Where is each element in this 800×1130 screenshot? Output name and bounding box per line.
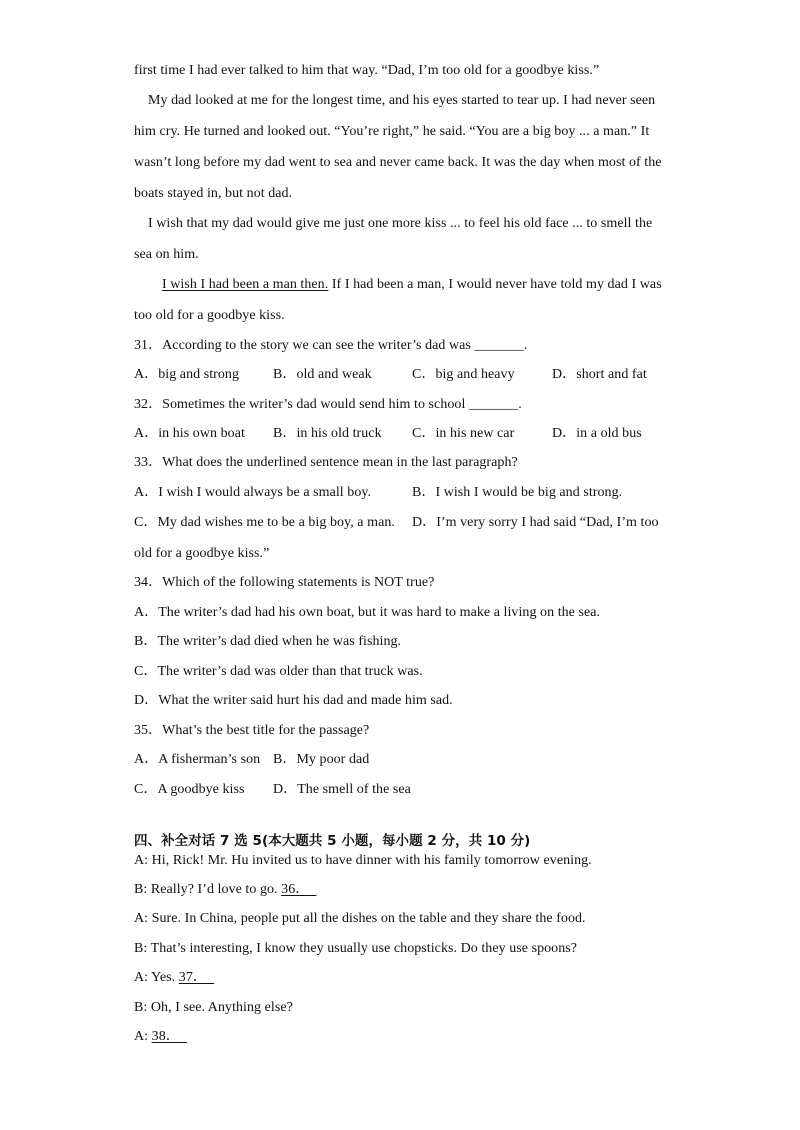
dialogue-line [134,881,316,899]
option-c: C．My dad wishes me to be a big boy, a man. [134,515,395,530]
passage-line: sea on him. [134,247,199,262]
option-b: B．I wish I would be big and strong. [412,485,623,500]
option-b: B．My poor dad [273,752,370,767]
dialogue-line [134,1028,187,1046]
answer-blank: 36． [281,882,310,897]
dialogue-text: A: Yes. [134,970,179,985]
section-heading: 四、补全对话 7 选 5(本大题共 5 小题，每小题 2 分，共 10 分) [134,833,531,849]
answer-blank: 37． [178,970,207,985]
option-a: A．The writer’s dad had his own boat, but it was hard to make a living on the sea. [134,605,601,620]
passage-line: first time I had ever talked to him that way. “Dad, I’m too old for a goodbye kiss.” [134,63,600,78]
question-stem: 32．Sometimes the writer’s dad would send him to school _______. [134,397,522,412]
dialogue-line: B: That’s interesting, I know they usually use chopsticks. Do they use spoons? [134,941,578,956]
passage-line: too old for a goodbye kiss. [134,308,285,323]
option-d: D．in a old bus [552,426,642,441]
option-a: A．in his own boat [134,426,245,441]
dialogue-line: A: Hi, Rick! Mr. Hu invited us to have dinner with his family tomorrow evening. [134,853,592,868]
question-stem: 34．Which of the following statements is NOT true? [134,575,435,590]
option-c: C．A goodbye kiss [134,782,245,797]
passage-line: I wish that my dad would give me just one more kiss ... to feel his old face ... to smell the [148,216,653,231]
question-stem: 31．According to the story we can see the writer’s dad was _______. [134,338,528,353]
passage-text: If I had been a man, I would never have told my dad I was [328,277,662,292]
dialogue-line: B: Oh, I see. Anything else? [134,1000,293,1015]
option-b: B．The writer’s dad died when he was fishing. [134,634,402,649]
option-d-continued: old for a goodbye kiss.” [134,546,270,561]
option-a: A．I wish I would always be a small boy. [134,485,372,500]
option-c: C．big and heavy [412,367,515,382]
passage-line [162,276,662,294]
question-stem: 33．What does the underlined sentence mean in the last paragraph? [134,455,518,470]
dialogue-text: A: [134,1029,152,1044]
option-d: D．I’m very sorry I had said “Dad, I’m too [412,515,659,530]
dialogue-line [134,969,214,987]
answer-blank: 38． [151,1029,180,1044]
option-d: D．The smell of the sea [273,782,411,797]
passage-line: him cry. He turned and looked out. “You’re right,” he said. “You are a big boy ... a man.” It [134,124,650,139]
passage-line: wasn’t long before my dad went to sea and never came back. It was the day when most of the [134,155,662,170]
option-b: B．in his old truck [273,426,382,441]
dialogue-line: A: Sure. In China, people put all the dishes on the table and they share the food. [134,911,586,926]
option-d: D．What the writer said hurt his dad and made him sad. [134,693,453,708]
option-a: A．big and strong [134,367,240,382]
underlined-sentence: I wish I had been a man then. [162,277,329,292]
passage-line: My dad looked at me for the longest time, and his eyes started to tear up. I had never seen [148,93,656,108]
option-c: C．in his new car [412,426,515,441]
dialogue-text: B: Really? I’d love to go. [134,882,282,897]
option-b: B．old and weak [273,367,372,382]
question-stem: 35．What’s the best title for the passage? [134,723,370,738]
option-a: A．A fisherman’s son [134,752,261,767]
passage-line: boats stayed in, but not dad. [134,186,293,201]
option-c: C．The writer’s dad was older than that truck was. [134,664,423,679]
option-d: D．short and fat [552,367,647,382]
